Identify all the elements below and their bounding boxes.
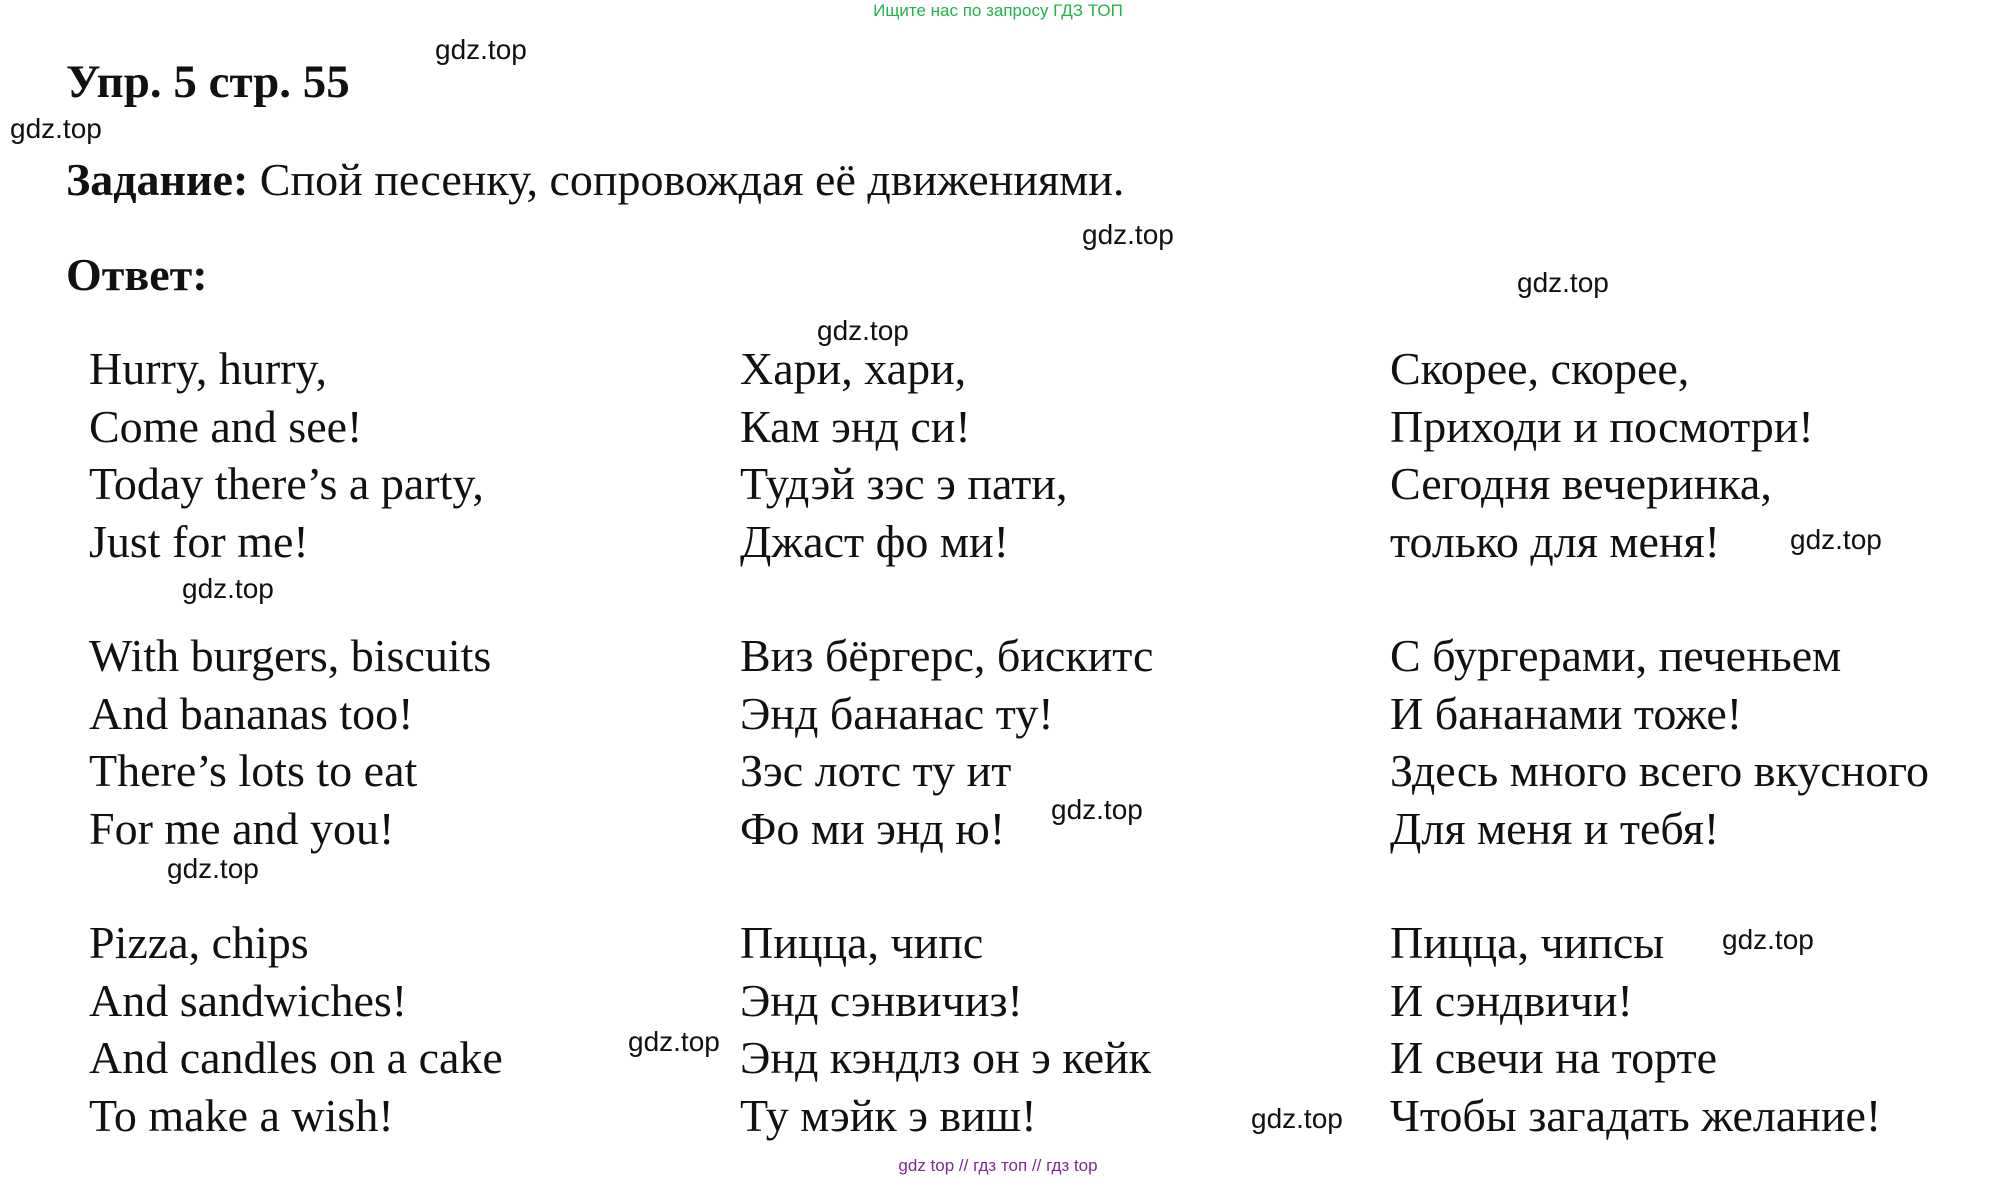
song-line: For me and you! — [89, 802, 395, 854]
song-line: И сэндвичи! — [1390, 974, 1633, 1026]
transliteration-stanza-1 — [740, 340, 1153, 570]
song-line: And sandwiches! — [89, 974, 408, 1026]
song-line: Hurry, hurry, — [89, 343, 328, 394]
song-line: Джаст фо ми! — [740, 515, 1009, 567]
english-column — [89, 340, 503, 1201]
english-stanza-3 — [89, 914, 503, 1144]
song-line: И бананами тоже! — [1390, 687, 1743, 739]
song-line: With burgers, biscuits — [89, 630, 492, 681]
exercise-heading: Упр. 5 стр. 55 — [66, 56, 350, 108]
song-line: Pizza, chips — [89, 917, 309, 968]
song-line: Виз бёргерс, бискитс — [740, 630, 1154, 681]
watermark: gdz.top — [1517, 267, 1609, 298]
song-line: Здесь много всего вкусного — [1390, 745, 1929, 796]
song-line: Чтобы загадать желание! — [1390, 1089, 1882, 1141]
song-line: Зэс лотс ту ит — [740, 745, 1012, 796]
song-line: Just for me! — [89, 515, 309, 567]
task-line — [66, 150, 1124, 210]
song-line: Ту мэйк э виш! — [740, 1089, 1037, 1141]
song-line: Кам энд си! — [740, 400, 971, 452]
song-line: Сегодня вечеринка, — [1390, 458, 1772, 509]
task-label: Задание: — [66, 154, 249, 205]
song-line: С бургерами, печеньем — [1390, 630, 1842, 681]
watermark: gdz.top — [1790, 524, 1882, 555]
answer-label: Ответ: — [66, 249, 208, 300]
watermark: gdz.top — [10, 113, 102, 144]
watermark: gdz.top — [1722, 924, 1814, 955]
song-line: And bananas too! — [89, 687, 414, 739]
song-line: Приходи и посмотри! — [1390, 400, 1814, 452]
watermark: gdz.top — [435, 34, 527, 65]
watermark: gdz.top — [628, 1026, 720, 1057]
song-line: И свечи на торте — [1390, 1032, 1718, 1083]
english-stanza-1 — [89, 340, 503, 570]
song-line: Фо ми энд ю! — [740, 802, 1006, 854]
song-line: Come and see! — [89, 400, 363, 452]
russian-stanza-3 — [1390, 914, 1929, 1144]
song-line: There’s lots to eat — [89, 745, 418, 796]
russian-column — [1390, 340, 1929, 1201]
transliteration-stanza-3 — [740, 914, 1153, 1144]
watermark: gdz.top — [1051, 794, 1143, 825]
english-stanza-2 — [89, 627, 503, 857]
transliteration-column — [740, 340, 1153, 1201]
watermark: gdz.top — [167, 853, 259, 884]
footer-links: gdz top // гдз топ // гдз top — [898, 1156, 1098, 1175]
watermark: gdz.top — [817, 315, 909, 346]
song-line: Энд кэндлз он э кейк — [740, 1032, 1151, 1083]
top-banner: Ищите нас по запросу ГДЗ ТОП — [873, 1, 1123, 20]
song-line: And candles on a cake — [89, 1032, 503, 1083]
watermark: gdz.top — [1082, 219, 1174, 250]
song-line: Энд сэнвичиз! — [740, 974, 1023, 1026]
watermark: gdz.top — [182, 573, 274, 604]
song-line: Today there’s a party, — [89, 458, 484, 509]
song-line: Для меня и тебя! — [1390, 802, 1720, 854]
song-line: Пицца, чипсы — [1390, 917, 1665, 968]
song-line: Пицца, чипс — [740, 917, 984, 968]
song-line: To make a wish! — [89, 1089, 394, 1141]
song-line: Тудэй зэс э пати, — [740, 458, 1068, 509]
task-text: Спой песенку, сопровождая её движениями. — [248, 154, 1125, 205]
watermark: gdz.top — [1251, 1103, 1343, 1134]
song-line: Энд бананас ту! — [740, 687, 1054, 739]
russian-stanza-2 — [1390, 627, 1929, 857]
song-line: Скорее, скорее, — [1390, 343, 1690, 394]
song-line: только для меня! — [1390, 515, 1720, 567]
song-line: Хари, хари, — [740, 343, 967, 394]
